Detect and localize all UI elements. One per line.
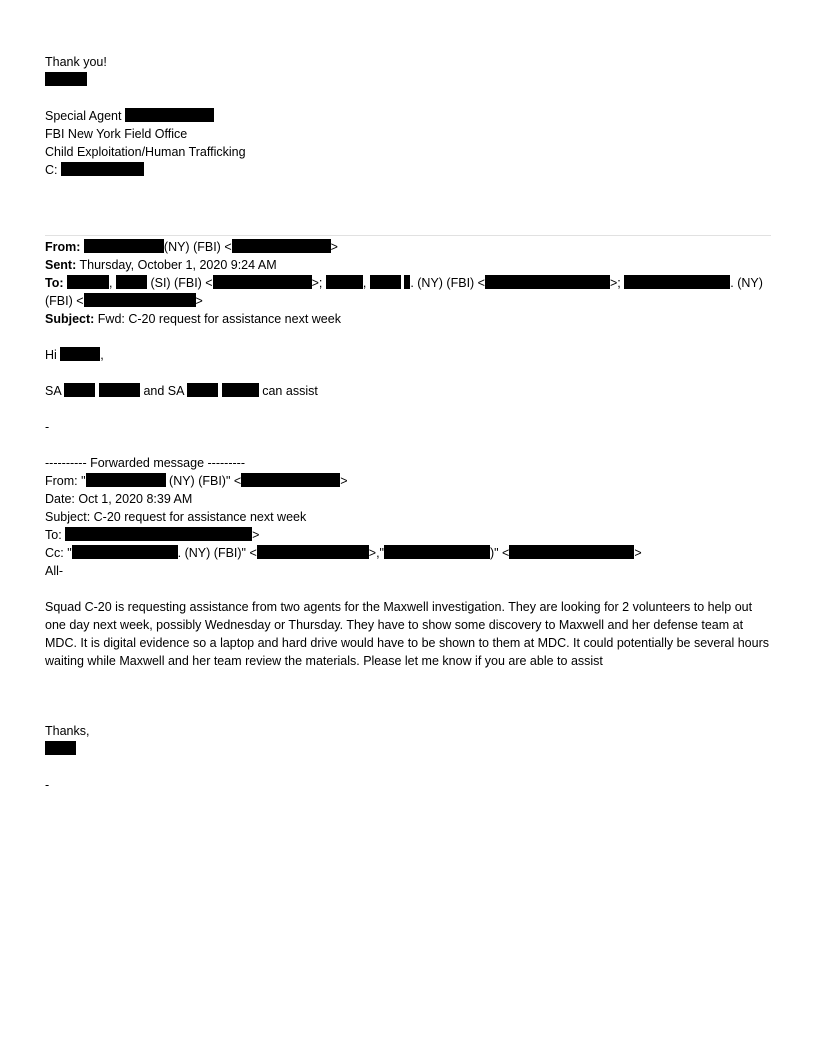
to-ny: . (NY) (FBI) < [410, 276, 485, 290]
fwd-to-prefix: To: [45, 528, 62, 542]
close-angle: > [252, 528, 260, 542]
close-angle: > [195, 294, 203, 308]
sig-title-prefix: Special Agent [45, 109, 122, 123]
redaction-bar [99, 383, 140, 397]
sig-cell [45, 161, 144, 179]
email-sent [45, 256, 277, 274]
to-si: (SI) (FBI) < [150, 276, 213, 290]
redaction-bar [67, 275, 109, 289]
forwarded-header: ---------- Forwarded message --------- [45, 456, 245, 470]
to-sep2: >; [609, 276, 621, 290]
to-ny2: . (NY) [730, 276, 763, 290]
sa-label: SA [45, 384, 61, 398]
redaction-bar [624, 275, 730, 289]
greeting-comma: , [100, 348, 104, 362]
sig-title [45, 107, 214, 125]
redaction-bar [370, 275, 401, 289]
fwd-from-prefix: From: " [45, 474, 86, 488]
redaction-bar [45, 741, 76, 755]
assist-line [45, 382, 318, 400]
fwd-from-suffix: (NY) (FBI)" < [169, 474, 242, 488]
redaction-bar [326, 275, 363, 289]
redaction-bar [84, 239, 164, 253]
to-comma: , [109, 276, 113, 290]
redaction-bar [509, 545, 634, 559]
redaction-bar [45, 72, 87, 86]
header-separator [45, 235, 771, 236]
redaction-bar [213, 275, 312, 289]
sig-office: FBI New York Field Office [45, 127, 188, 141]
dash-2: - [45, 778, 50, 792]
greeting [45, 346, 104, 364]
fwd-all: All- [45, 564, 64, 578]
from-suffix: (NY) (FBI) < [163, 240, 232, 254]
subject-value: Fwd: C-20 request for assistance next week [97, 312, 341, 326]
redaction-bar [65, 527, 252, 541]
dash-1: - [45, 420, 50, 434]
fwd-cc [45, 544, 642, 562]
email-to-cont [45, 292, 203, 310]
sent-value: Thursday, October 1, 2020 9:24 AM [79, 258, 277, 272]
redaction-bar [64, 383, 95, 397]
email-from [45, 238, 338, 256]
to-label: To: [45, 276, 64, 290]
redaction-bar [72, 545, 178, 559]
redaction-bar [86, 473, 166, 487]
to-sep: >; [311, 276, 323, 290]
fwd-cc-mid2: >," [368, 546, 384, 560]
sig-cell-prefix: C: [45, 163, 58, 177]
fwd-date: Date: Oct 1, 2020 8:39 AM [45, 492, 193, 506]
sig-unit: Child Exploitation/Human Trafficking [45, 145, 246, 159]
fwd-signoff-redaction [45, 740, 76, 758]
fwd-to [45, 526, 259, 544]
redaction-bar [60, 347, 100, 361]
redaction-bar [241, 473, 340, 487]
redaction-bar [116, 275, 147, 289]
redaction-bar [232, 239, 331, 253]
fwd-from [45, 472, 348, 490]
fwd-cc-prefix: Cc: " [45, 546, 72, 560]
redaction-bar [61, 162, 144, 176]
fwd-cc-mid3: )" < [489, 546, 510, 560]
sent-label: Sent: [45, 258, 77, 272]
from-label: From: [45, 240, 81, 254]
subject-label: Subject: [45, 312, 95, 326]
to-comma: , [362, 276, 367, 290]
greeting-text: Hi [45, 348, 57, 362]
fwd-body: Squad C-20 is requesting assistance from two agents for the Maxwell investigation. They are looking for 2 volunteers to help out one day next week, possibly Wednesday or Thursday. They have to show some discovery to Maxwell and her defense team at MDC. It is digital evidence so a laptop and hard drive would have to be shown to them at MDC. It could potentially be several hours waiting while Maxwell and her team review the materials. Please let me know if you are able to assist [45, 600, 769, 668]
and-sa: and SA [143, 384, 184, 398]
can-assist: can assist [262, 384, 318, 398]
fwd-subject: Subject: C-20 request for assistance next week [45, 510, 307, 524]
sig-thanks: Thank you! [45, 55, 107, 69]
close-angle: > [340, 474, 348, 488]
redaction-bar [257, 545, 369, 559]
fwd-cc-mid1: . (NY) (FBI)" < [177, 546, 257, 560]
redaction-bar [222, 383, 259, 397]
to-fbi: (FBI) < [45, 294, 84, 308]
email-subject [45, 310, 341, 328]
redaction-bar [485, 275, 610, 289]
redaction-bar [84, 293, 196, 307]
close-angle: > [330, 240, 338, 254]
fwd-thanks: Thanks, [45, 724, 90, 738]
close-angle: > [634, 546, 642, 560]
redaction-bar [125, 108, 214, 122]
redaction-bar [384, 545, 490, 559]
email-to [45, 274, 763, 292]
sig-name-redaction [45, 71, 87, 89]
redaction-bar [187, 383, 218, 397]
